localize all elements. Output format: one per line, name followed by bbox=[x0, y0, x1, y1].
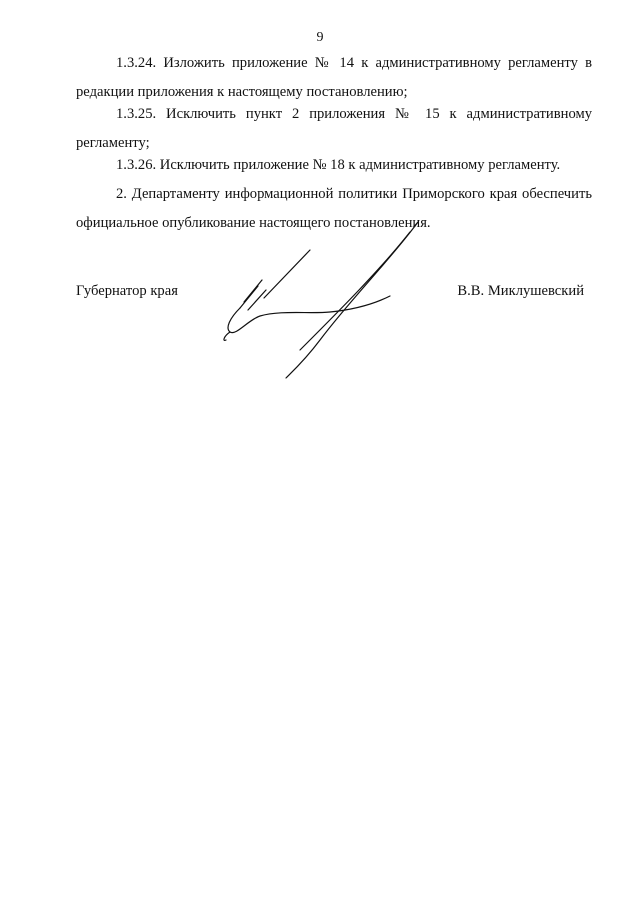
paragraph-2: 2. Департаменту информационной политики Приморского края обеспечить официальное опубликование настоящего постановления. bbox=[76, 186, 592, 231]
signatory-name: В.В. Миклушевский bbox=[457, 283, 584, 299]
signature-block bbox=[76, 283, 592, 313]
paragraph-1-3-26: 1.3.26. Исключить приложение № 18 к административному регламенту. bbox=[116, 157, 561, 173]
paragraph-1-3-24: 1.3.24. Изложить приложение № 14 к административному регламенту в редакции приложения к настоящему постановлению; bbox=[76, 55, 592, 100]
page-number: 9 bbox=[316, 30, 324, 45]
paragraph-1-3-25: 1.3.25. Исключить пункт 2 приложения № 15 к административному регламенту; bbox=[76, 106, 592, 151]
signatory-position: Губернатор края bbox=[76, 283, 178, 299]
